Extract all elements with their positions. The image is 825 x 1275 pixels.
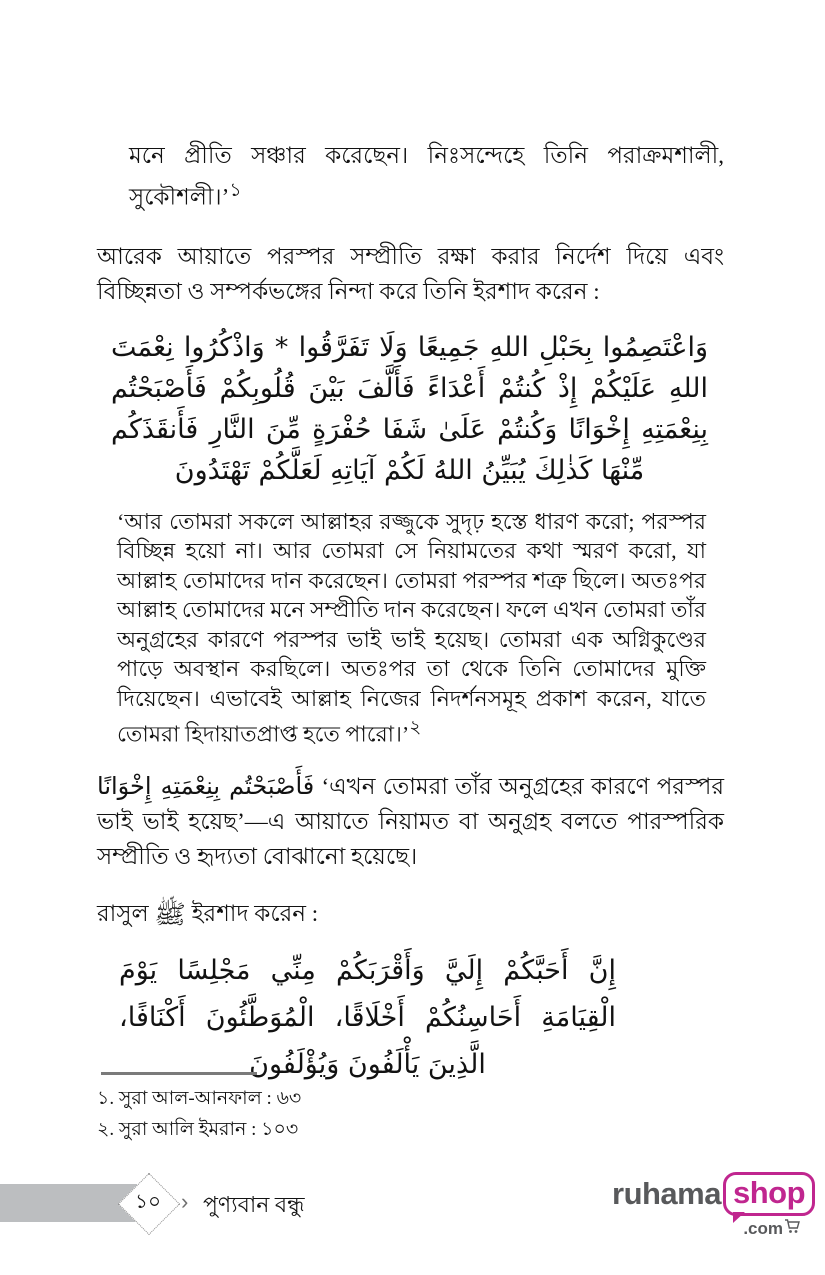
page-number: ১০ xyxy=(135,1190,161,1213)
logo-main-row xyxy=(612,1172,806,1216)
footnote-item-2: ২. সুরা আলি ইমরান : ১০৩ xyxy=(97,1119,299,1140)
quran-translation xyxy=(117,507,706,749)
logo-shop-bubble xyxy=(723,1172,815,1216)
commentary-paragraph xyxy=(97,769,724,874)
quote-continuation xyxy=(129,138,724,215)
sallallahu-alaihi-wasallam-symbol: ﷺ xyxy=(154,899,186,929)
intro-paragraph: আরেক আয়াতে পরস্পর সম্প্রীতি রক্ষা করার নির্দেশ দিয়ে এবং বিচ্ছিন্নতা ও সম্পর্কভঙ্গের নিন্দা করে তিনি ইরশাদ করেন : xyxy=(97,243,724,304)
footnote-item-1: ১. সুরা আল-আনফাল : ৬৩ xyxy=(97,1088,302,1109)
book-title: পুণ্যবান বন্ধু xyxy=(203,1192,305,1217)
quran-verse-arabic: وَاعْتَصِمُوا بِحَبْلِ اللهِ جَمِيعًا وَلَا تَفَرَّقُوا * وَاذْكُرُوا نِعْمَتَ اللهِ عَلَيْكُمْ إِذْ كُنتُمْ أَعْدَاءً فَأَلَّفَ بَيْنَ قُلُوبِكُمْ فَأَصْبَحْتُم بِنِعْمَتِهِ إِخْوَانًا وَكُنتُمْ عَلَىٰ شَفَا حُفْرَةٍ مِّنَ النَّارِ فَأَنقَذَكُم مِّنْهَا كَذٰلِكَ يُبَيِّنُ اللهُ لَكُمْ آيَاتِهِ لَعَلَّكُمْ تَهْتَدُونَ xyxy=(111,331,708,486)
footnote-separator xyxy=(101,1072,257,1075)
hadith-arabic: إِنَّ أَحَبَّكُمْ إِلَيَّ وَأَقْرَبَكُمْ مِنِّي مَجْلِسًا يَوْمَ الْقِيَامَةِ أَحَاسِنُكُمْ أَخْلَاقًا، الْمُوَطَّئُونَ أَكْنَافًا، الَّذِينَ يَأْلَفُونَ وَيُؤْلَفُونَ xyxy=(119,954,616,1080)
hadith-intro-line xyxy=(97,896,724,931)
ruhamashop-logo xyxy=(612,1172,806,1242)
footer-bar xyxy=(0,1184,137,1222)
hadith-intro-after: ইরশাদ করেন : xyxy=(185,900,319,926)
logo-com-row xyxy=(612,1219,802,1239)
chevron-right-icon: › xyxy=(181,1189,189,1214)
inline-arabic-quote: فَأَصْبَحْتُم بِنِعْمَتِهِ إِخْوَانًا xyxy=(97,771,315,800)
footnote-ref-2: ২ xyxy=(409,717,422,738)
commentary-text: ‘এখন তোমরা তাঁর অনুগ্রহের কারণে পরস্পর ভাই ভাই হয়েছ’—এ আয়াতে নিয়ামত বা অনুগ্রহ বলতে পারস্পরিক সম্প্রীতি ও হৃদ্যতা বোঝানো হয়েছে। xyxy=(97,773,724,869)
quote-continuation-text: মনে প্রীতি সঞ্চার করেছেন। নিঃসন্দেহে তিনি পরাক্রমশালী, সুকৌশলী।’ xyxy=(129,143,724,210)
hadith-intro-before: রাসুল xyxy=(97,900,155,926)
logo-text-shop: shop xyxy=(732,1175,806,1210)
speech-bubble-tail xyxy=(733,1212,745,1223)
quran-translation-text: ‘আর তোমরা সকলে আল্লাহর রজ্জুকে সুদৃঢ় হস্তে ধারণ করো; পরস্পর বিচ্ছিন্ন হয়ো না। আর তোমরা সে নিয়ামতের কথা স্মরণ করো, যা আল্লাহ তোমাদের দান করেছেন। তোমরা পরস্পর শত্রু ছিলে। অতঃপর আল্লাহ তোমাদের মনে সম্প্রীতি দান করেছেন। ফলে এখন তোমরা তাঁর অনুগ্রহের কারণে পরস্পর ভাই ভাই হয়েছ। তোমরা এক অগ্নিকুণ্ডের পাড়ে অবস্থান করছিলে। অতঃপর তা থেকে তিনি তোমাদের মুক্তি দিয়েছেন। এভাবেই আল্লাহ নিজের নিদর্শনসমূহ প্রকাশ করেন, যাতে তোমরা হিদায়াতপ্রাপ্ত হতে পারো।’ xyxy=(117,508,706,747)
footnotes-section xyxy=(97,1072,497,1145)
shopping-cart-icon xyxy=(784,1219,800,1239)
page-content xyxy=(97,138,724,1088)
logo-text-com: .com xyxy=(743,1219,783,1238)
footnote-ref-1: ১ xyxy=(229,180,242,201)
logo-text-ruhama: ruhama xyxy=(612,1176,721,1211)
page-number-diamond xyxy=(118,1173,178,1233)
